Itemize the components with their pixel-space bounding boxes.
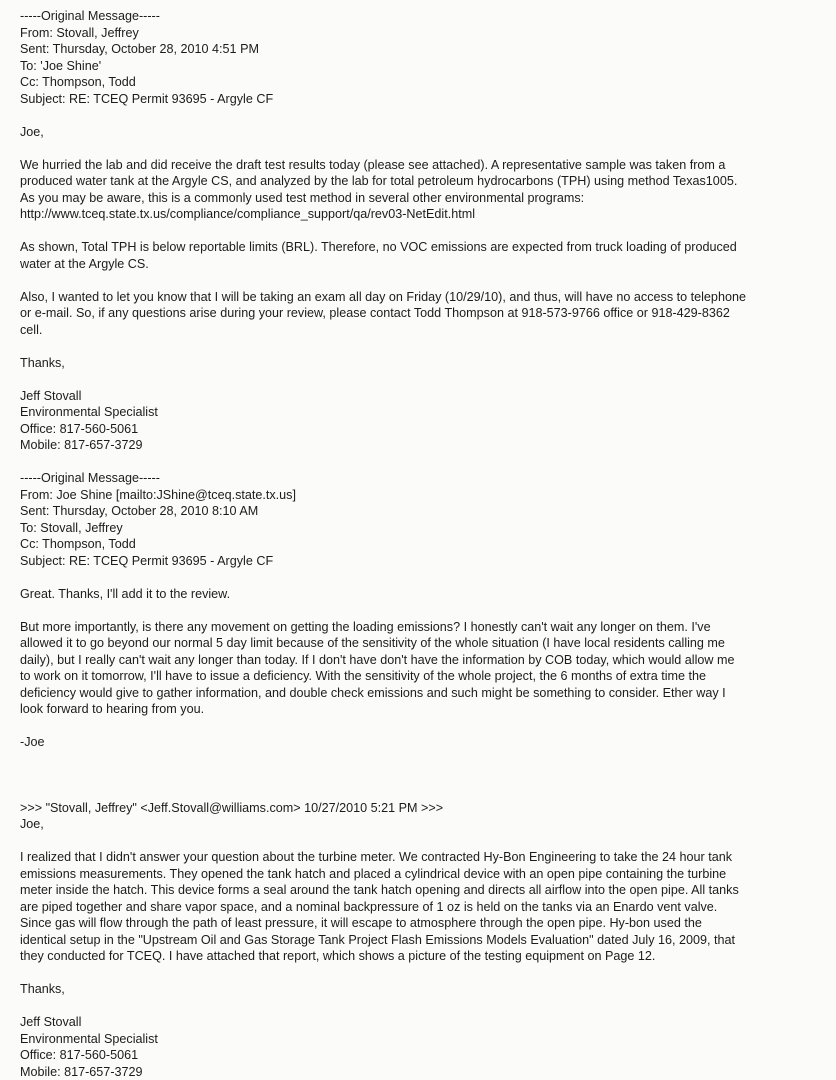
body-paragraph [20,239,826,272]
header-cc: Cc: Thompson, Todd [20,536,826,553]
header-subject: Subject: RE: TCEQ Permit 93695 - Argyle CF [20,553,826,570]
signature-name: Jeff Stovall [20,1014,826,1031]
greeting: Joe, [20,124,826,141]
body-paragraph [20,619,826,718]
header-to: To: 'Joe Shine' [20,58,826,75]
signature-name: Jeff Stovall [20,388,826,405]
quoted-header [20,800,826,833]
body-line: or e-mail. So, if any questions arise during your review, please contact Todd Thompson at 918-573-9766 office or 918-429-8362 [20,305,826,322]
body-line: to work on it tomorrow, I'll have to issue a deficiency. With the sensitivity of the whole project, the 6 months of extra time the [20,668,826,685]
body-line: deficiency would give to gather information, and double check emissions and such might be something to consider. Ether way I [20,685,826,702]
header-sent: Sent: Thursday, October 28, 2010 4:51 PM [20,41,826,58]
greeting: Great. Thanks, I'll add it to the review. [20,586,826,603]
body-line: they conducted for TCEQ. I have attached that report, which shows a picture of the testing equipment on Page 12. [20,948,826,965]
message-header [20,470,826,569]
body-line: daily), but I really can't wait any longer than today. If I don't have don't have the information by COB today, which would allow me [20,652,826,669]
header-divider: -----Original Message----- [20,8,826,25]
quoted-header-line: >>> "Stovall, Jeffrey" <Jeff.Stovall@williams.com> 10/27/2010 5:21 PM >>> [20,800,826,817]
body-line: We hurried the lab and did receive the draft test results today (please see attached). A representative sample was taken from a [20,157,826,174]
message-header [20,8,826,107]
email-printout [20,8,826,1080]
header-from: From: Joe Shine [mailto:JShine@tceq.state.tx.us] [20,487,826,504]
signature-title: Environmental Specialist [20,1031,826,1048]
body-line: Also, I wanted to let you know that I will be taking an exam all day on Friday (10/29/10), and thus, will have no access to telephone [20,289,826,306]
signature-office: Office: 817-560-5061 [20,1047,826,1064]
signature-block [20,1014,826,1080]
signature-block [20,388,826,454]
body-line: meter inside the hatch. This device forms a seal around the tank hatch opening and directs all airflow into the open pipe. All tanks [20,882,826,899]
closing: -Joe [20,734,826,751]
body-line: water at the Argyle CS. [20,256,826,273]
body-line: Since gas will flow through the path of least pressure, it will escape to atmosphere through the open pipe. Hy-bon used the [20,915,826,932]
signature-mobile: Mobile: 817-657-3729 [20,437,826,454]
header-from: From: Stovall, Jeffrey [20,25,826,42]
body-line: I realized that I didn't answer your question about the turbine meter. We contracted Hy-Bon Engineering to take the 24 hour tank [20,849,826,866]
body-paragraph [20,849,826,965]
body-paragraph [20,157,826,223]
header-divider: -----Original Message----- [20,470,826,487]
body-line: cell. [20,322,826,339]
body-line: As shown, Total TPH is below reportable limits (BRL). Therefore, no VOC emissions are expected from truck loading of produced [20,239,826,256]
body-paragraph [20,289,826,339]
header-cc: Cc: Thompson, Todd [20,74,826,91]
signature-title: Environmental Specialist [20,404,826,421]
header-sent: Sent: Thursday, October 28, 2010 8:10 AM [20,503,826,520]
signature-mobile: Mobile: 817-657-3729 [20,1064,826,1080]
body-line: produced water tank at the Argyle CS, and analyzed by the lab for total petroleum hydrocarbons (TPH) using method Texas1005. [20,173,826,190]
body-line: look forward to hearing from you. [20,701,826,718]
header-to: To: Stovall, Jeffrey [20,520,826,537]
body-line: are piped together and share vapor space, and a nominal backpressure of 1 oz is held on the tanks via an Enardo vent valve. [20,899,826,916]
closing: Thanks, [20,355,826,372]
closing: Thanks, [20,981,826,998]
header-subject: Subject: RE: TCEQ Permit 93695 - Argyle CF [20,91,826,108]
body-line: allowed it to go beyond our normal 5 day limit because of the sensitivity of the whole situation (I have local residents calling me [20,635,826,652]
body-line: emissions measurements. They opened the tank hatch and placed a cylindrical device with an open pipe containing the turbine [20,866,826,883]
signature-office: Office: 817-560-5061 [20,421,826,438]
body-line: identical setup in the "Upstream Oil and Gas Storage Tank Project Flash Emissions Models Evaluation" dated July 16, 2009, that [20,932,826,949]
url-line: http://www.tceq.state.tx.us/compliance/compliance_support/qa/rev03-NetEdit.html [20,206,826,223]
greeting: Joe, [20,816,826,833]
body-line: But more importantly, is there any movement on getting the loading emissions? I honestly can't wait any longer on them. I've [20,619,826,636]
body-line: As you may be aware, this is a commonly used test method in several other environmental programs: [20,190,826,207]
